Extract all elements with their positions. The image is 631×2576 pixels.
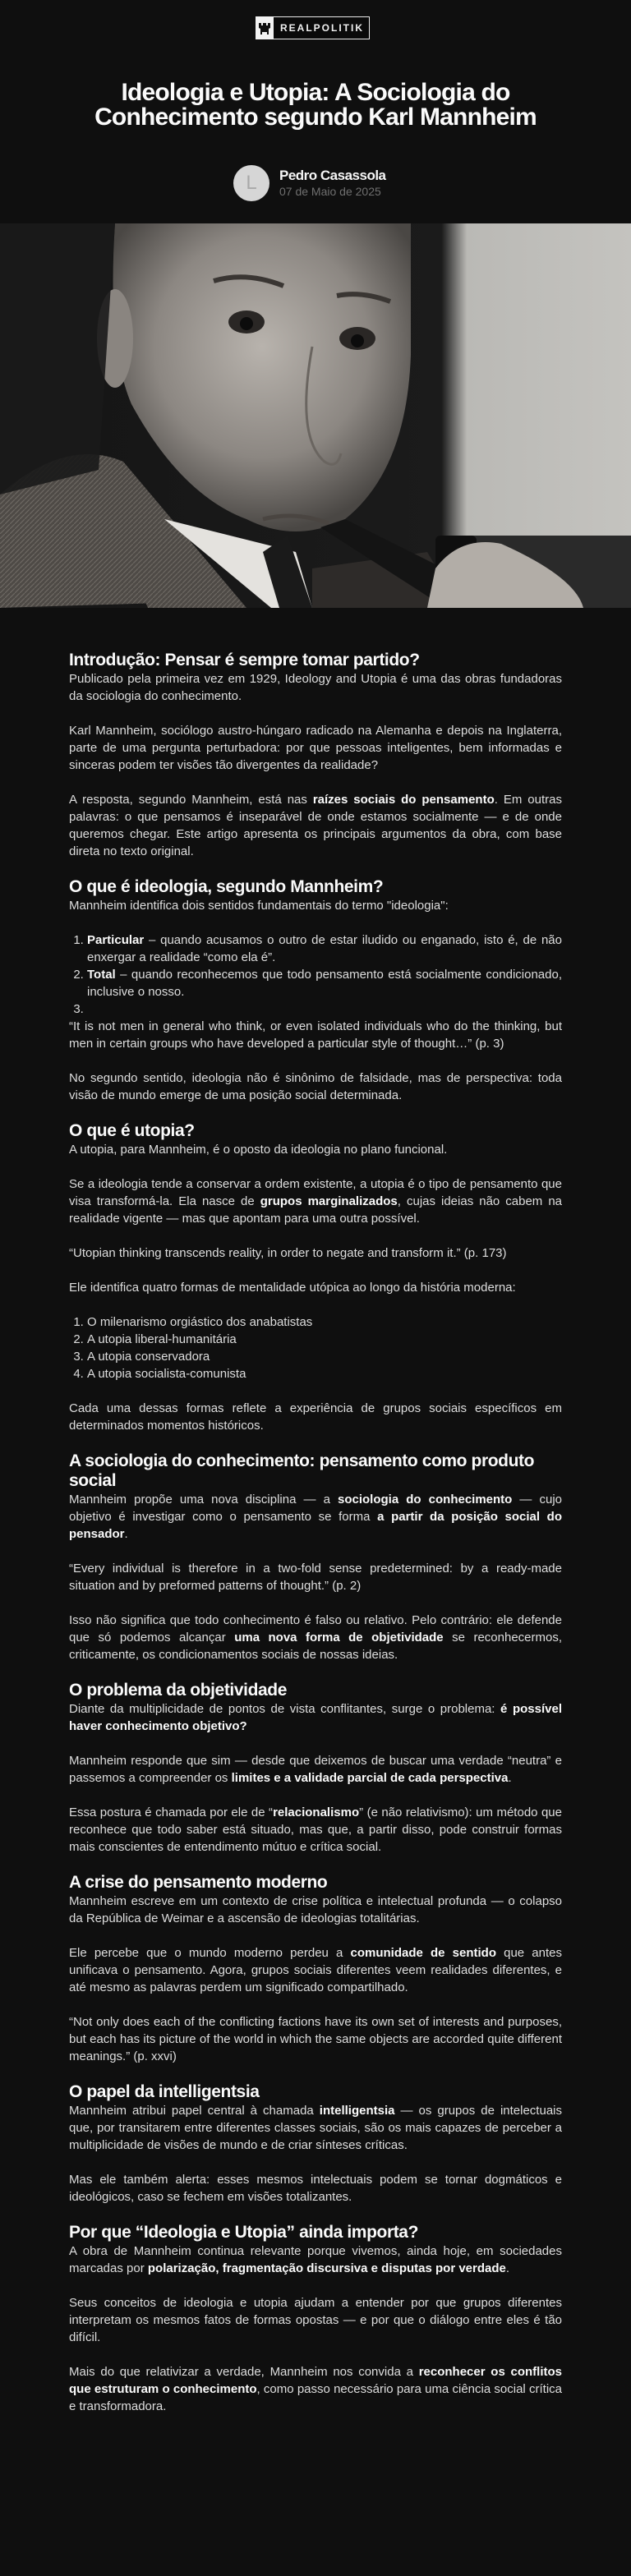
- quote: “Not only does each of the conflicting factions have its own set of interests and purposes, but each has its picture of the world in which the same objects are accorded quite different meanings.” (p. xxvi): [69, 2015, 562, 2063]
- emphasis: a partir da posição social do pensador: [69, 1510, 562, 1541]
- text: se reconhecermos, criticamente, os condicionamentos sociais de nossas ideias.: [69, 1631, 563, 1662]
- text: A obra de Mannheim continua relevante porque vivemos, ainda hoje, em sociedades marcadas por: [69, 2244, 562, 2275]
- text: Mais do que relativizar a verdade, Mannheim nos convida a: [69, 2365, 419, 2379]
- section-heading: A crise do pensamento moderno: [69, 1873, 328, 1892]
- author-byline: [233, 165, 386, 201]
- section-sociologia: [69, 1451, 562, 1663]
- section-heading: Introdução: Pensar é sempre tomar partido?: [69, 651, 420, 669]
- list-item: 4. A utopia socialista-comunista: [87, 1365, 562, 1382]
- text: Ele percebe que o mundo moderno perdeu a: [69, 1946, 351, 1960]
- text: A resposta, segundo Mannheim, está nas: [69, 793, 313, 807]
- text: Diante da multiplicidade de pontos de vista conflitantes, surge o problema:: [69, 1702, 501, 1716]
- section-heading: O papel da intelligentsia: [69, 2082, 260, 2101]
- text: , cujas ideias não cabem na realidade vigente — mas que apontam para uma outra possível.: [69, 1194, 563, 1226]
- paragraph: [69, 1700, 562, 1735]
- section-utopia: [69, 1121, 562, 1434]
- list-item: 3. A utopia conservadora: [87, 1348, 562, 1365]
- paragraph: [69, 1491, 562, 1543]
- article-title: Ideologia e Utopia: A Sociologia do Conhecimento segundo Karl Mannheim: [94, 79, 537, 131]
- text: — os grupos de intelectuais que, por transitarem entre diferentes classes sociais, são os mais capazes de perceber a multiplicidade de visões de mundo e de criar sínteses críticas.: [69, 2104, 562, 2152]
- paragraph: [69, 2363, 562, 2415]
- emphasis: relacionalismo: [273, 1806, 360, 1819]
- emphasis: sociologia do conhecimento: [338, 1493, 513, 1506]
- paragraph: Seus conceitos de ideologia e utopia ajudam a entender por que grupos diferentes interpretam os mesmos fatos de formas opostas — e por que o diálogo entre eles é tão difícil.: [69, 2296, 562, 2344]
- text: Mannheim propõe uma nova disciplina — a: [69, 1493, 338, 1506]
- paragraph: [69, 1752, 562, 1787]
- section-ideologia: [69, 877, 562, 1104]
- paragraph: [69, 791, 562, 860]
- emphasis: comunidade de sentido: [350, 1946, 496, 1960]
- paragraph: [69, 1612, 562, 1663]
- utopia-forms-list: [69, 1313, 562, 1382]
- emphasis: raízes sociais do pensamento: [312, 793, 495, 807]
- emphasis: uma nova forma de objetividade: [234, 1631, 444, 1644]
- section-heading: O que é ideologia, segundo Mannheim?: [69, 877, 384, 896]
- article-body: [69, 651, 562, 2415]
- list-item: 1. O milenarismo orgiástico dos anabatistas: [87, 1313, 562, 1331]
- hero-image: [0, 223, 631, 608]
- list-item: [87, 1000, 562, 1018]
- emphasis: polarização, fragmentação discursiva e disputas por verdade: [147, 2261, 506, 2275]
- emphasis: limites e a validade parcial de cada perspectiva: [231, 1771, 509, 1785]
- paragraph: [69, 2102, 562, 2154]
- paragraph: Mas ele também alerta: esses mesmos intelectuais podem se tornar dogmáticos e ideológicos, caso se fechem em visões totalizantes.: [69, 2173, 562, 2204]
- section-importa: [69, 2223, 562, 2415]
- author-info: [279, 168, 386, 199]
- section-heading: A sociologia do conhecimento: pensamento como produto social: [69, 1451, 535, 1490]
- paragraph: [69, 1804, 562, 1856]
- avatar[interactable]: L: [233, 165, 269, 201]
- section-crise: [69, 1873, 562, 2065]
- emphasis: grupos marginalizados: [260, 1194, 398, 1208]
- quote: “It is not men in general who think, or even isolated individuals who do the thinking, but men in certain groups who have developed a particular style of thought…” (p. 3): [69, 1019, 562, 1051]
- text: .: [124, 1527, 128, 1541]
- site-header: [0, 0, 631, 48]
- paragraph: Publicado pela primeira vez em 1929, Ideology and Utopia é uma das obras fundadoras da sociologia do conhecimento.: [69, 672, 562, 703]
- text: Se a ideologia tende a conservar a ordem existente, a utopia é o tipo de pensamento que visa transformá-la. Ela nasce de: [69, 1177, 562, 1208]
- emphasis: Particular: [87, 933, 145, 947]
- text: – quando reconhecemos que todo pensamento está socialmente condicionado, inclusive o nosso.: [87, 968, 562, 999]
- author-name[interactable]: Pedro Casassola: [279, 168, 386, 183]
- quote: “Utopian thinking transcends reality, in order to negate and transform it.” (p. 173): [69, 1246, 507, 1260]
- text: Essa postura é chamada por ele de “: [69, 1806, 274, 1819]
- section-intelligentsia: [69, 2082, 562, 2206]
- emphasis: reconhecer os conflitos que estruturam o conhecimento: [69, 2365, 562, 2396]
- text: . Em outras palavras: o que pensamos é inseparável de onde estamos socialmente — e de onde queremos chegar. Este artigo apresenta os principais argumentos da obra, com base direta no texto original.: [69, 793, 562, 858]
- paragraph: Mannheim identifica dois sentidos fundamentais do termo "ideologia":: [69, 899, 449, 913]
- paragraph: Ele identifica quatro formas de mentalidade utópica ao longo da história moderna:: [69, 1281, 516, 1295]
- list-item: 2. A utopia liberal-humanitária: [87, 1331, 562, 1348]
- paragraph: [69, 1175, 562, 1227]
- publish-date: 07 de Maio de 2025: [279, 185, 381, 198]
- paragraph: A utopia, para Mannheim, é o oposto da ideologia no plano funcional.: [69, 1143, 448, 1157]
- section-heading: Por que “Ideologia e Utopia” ainda importa?: [69, 2223, 419, 2242]
- section-objetividade: [69, 1681, 562, 1856]
- paragraph: No segundo sentido, ideologia não é sinônimo de falsidade, mas de perspectiva: toda visão de mundo emerge de uma posição social determinada.: [69, 1071, 562, 1102]
- ideology-senses-list: [69, 932, 562, 1018]
- paragraph: [69, 2242, 562, 2277]
- paragraph: Cada uma dessas formas reflete a experiência de grupos sociais específicos em determinados momentos históricos.: [69, 1401, 562, 1433]
- quote: “Every individual is therefore in a two-fold sense predetermined: by a ready-made situation and by preformed patterns of thought.” (p. 2): [69, 1562, 562, 1593]
- list-item: [87, 966, 562, 1000]
- paragraph: Mannheim escreve em um contexto de crise política e intelectual profunda — o colapso da República de Weimar e a ascensão de ideologias totalitárias.: [69, 1894, 562, 1925]
- text: ” (e não relativismo): um método que reconhece que todo saber está situado, mas que, a partir disso, pode construir formas mais conscientes de entendimento mútuo e crítica social.: [69, 1806, 562, 1854]
- emphasis: é possível haver conhecimento objetivo?: [69, 1702, 562, 1733]
- text: Isso não significa que todo conhecimento é falso ou relativo. Pelo contrário: ele defende que só podemos alcançar: [69, 1613, 562, 1644]
- list-item: [87, 932, 562, 966]
- castle-rook-icon: [256, 16, 274, 39]
- brand-logo[interactable]: [256, 16, 370, 39]
- text: , como passo necessário para uma ciência social crítica e transformadora.: [69, 2382, 562, 2413]
- brand-name: REALPOLITIK: [274, 16, 370, 39]
- emphasis: intelligentsia: [319, 2104, 395, 2118]
- text: — cujo objetivo é investigar como o pensamento se forma: [69, 1493, 563, 1524]
- section-heading: O problema da objetividade: [69, 1681, 287, 1700]
- text: .: [505, 2261, 510, 2275]
- text: .: [508, 1771, 512, 1785]
- paragraph: Karl Mannheim, sociólogo austro-húngaro radicado na Alemanha e depois na Inglaterra, parte de uma pergunta perturbadora: por que pessoas inteligentes, bem informadas e sinceras podem ter visões tão divergentes da realidade?: [69, 724, 562, 772]
- text: – quando acusamos o outro de estar iludido ou enganado, isto é, de não enxergar a realidade “como ela é”.: [87, 933, 562, 964]
- section-intro: [69, 651, 562, 860]
- emphasis: Total: [87, 968, 116, 982]
- text: Mannheim atribui papel central à chamada: [69, 2104, 320, 2118]
- portrait-illustration: [0, 223, 631, 608]
- text: Mannheim responde que sim — desde que deixemos de buscar uma verdade “neutra” e passemos a compreender os: [69, 1754, 562, 1785]
- paragraph: [69, 1944, 562, 1996]
- section-heading: O que é utopia?: [69, 1121, 195, 1140]
- text: que antes unificava o pensamento. Agora, grupos sociais diferentes veem realidades diferentes, e até mesmo as palavras perdem um significado compartilhado.: [69, 1946, 562, 1994]
